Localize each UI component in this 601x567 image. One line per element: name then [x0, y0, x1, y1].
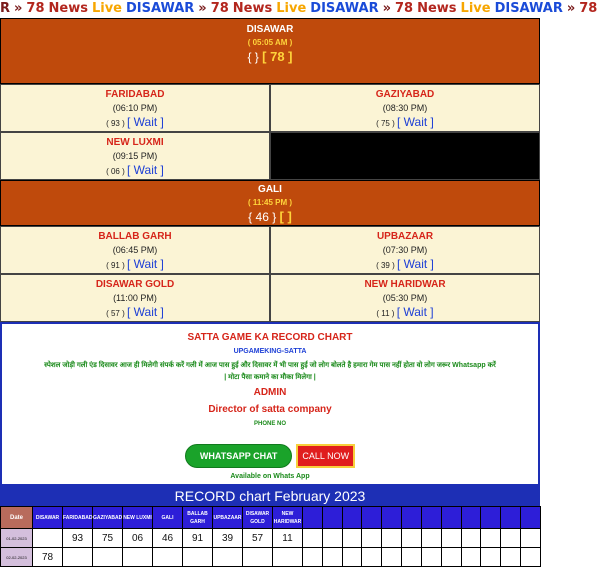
previous-result: ( 11 ) — [376, 309, 395, 318]
game-name: NEW LUXMI — [106, 137, 164, 148]
empty-cell — [303, 529, 323, 548]
result-cell: 46 — [153, 529, 183, 548]
game-result — [1, 49, 539, 64]
header-upbazaar: UPBAZAAR — [213, 507, 243, 529]
empty-cell — [402, 529, 422, 548]
ticker-game-name: DISAWAR — [494, 1, 563, 16]
game-time: (08:30 PM) — [382, 103, 428, 113]
game-result — [271, 305, 539, 319]
game-time: ( 05:05 AM ) — [247, 38, 293, 47]
game-time: (05:30 PM) — [382, 293, 428, 303]
previous-result: ( 93 ) — [106, 119, 125, 128]
game-result — [271, 115, 539, 129]
wait-label: [ Wait ] — [397, 115, 434, 129]
ticker-live: Live — [460, 1, 491, 16]
result-value: [ 78 ] — [262, 49, 293, 64]
ticker-live: Live — [91, 1, 122, 16]
ticker-separator: R — [0, 1, 11, 16]
game-name: BALLAB GARH — [98, 231, 172, 242]
result-value: [ ] — [279, 209, 292, 224]
header-empty — [521, 507, 541, 529]
ticker-news: News — [232, 1, 273, 16]
result-prefix: { 46 } — [248, 210, 277, 224]
wait-label: [ Wait ] — [127, 115, 164, 129]
empty-cell — [322, 548, 342, 567]
game-time: ( 11:45 PM ) — [247, 198, 292, 207]
game-row-1 — [0, 84, 540, 132]
game-result — [271, 257, 539, 271]
record-table-header — [1, 507, 541, 529]
game-card-faridabad — [0, 84, 270, 132]
previous-result: ( 75 ) — [376, 119, 395, 128]
empty-cell — [303, 548, 323, 567]
record-chart-title: RECORD chart February 2023 — [0, 486, 540, 506]
empty-cell — [362, 529, 382, 548]
empty-cell — [402, 548, 422, 567]
ticker-separator: » — [382, 1, 391, 16]
header-empty — [362, 507, 382, 529]
empty-cell — [501, 529, 521, 548]
header-empty — [441, 507, 461, 529]
game-card-gaziyabad — [270, 84, 540, 132]
empty-cell — [481, 548, 501, 567]
result-cell: 91 — [183, 529, 213, 548]
ticker-number: 78 — [210, 1, 229, 16]
empty-cell — [421, 529, 441, 548]
result-cell — [63, 548, 93, 567]
empty-cell — [481, 529, 501, 548]
result-cell: 78 — [33, 548, 63, 567]
wait-label: [ Wait ] — [397, 257, 434, 271]
empty-cell — [322, 529, 342, 548]
hero-disawar — [0, 18, 540, 84]
previous-result: ( 57 ) — [106, 309, 125, 318]
result-cell — [153, 548, 183, 567]
game-card-new-luxmi — [0, 132, 270, 180]
result-cell: 06 — [123, 529, 153, 548]
header-empty — [402, 507, 422, 529]
previous-result: ( 39 ) — [376, 261, 395, 270]
phone-label: PHONE NO — [253, 421, 286, 427]
game-time: (06:10 PM) — [112, 103, 158, 113]
result-cell: 11 — [273, 529, 303, 548]
result-cell: 57 — [243, 529, 273, 548]
ticker-news: News — [417, 1, 457, 16]
news-ticker — [0, 0, 598, 18]
game-row-3 — [0, 226, 540, 274]
available-note: Available on Whats App — [230, 473, 310, 480]
contact-buttons — [2, 444, 538, 468]
previous-result: ( 06 ) — [106, 167, 125, 176]
game-result — [1, 305, 269, 319]
empty-cell — [421, 548, 441, 567]
game-card-disawar-gold — [0, 274, 270, 322]
result-prefix: { } — [247, 50, 259, 64]
result-cell: 75 — [93, 529, 123, 548]
header-empty — [342, 507, 362, 529]
whatsapp-chat-button[interactable]: WHATSAPP CHAT — [185, 444, 293, 468]
ticker-number: 78 — [394, 1, 414, 16]
site-name: UPGAMEKING-SATTA — [233, 348, 307, 355]
empty-cell — [461, 548, 481, 567]
result-cell — [243, 548, 273, 567]
header-new-haridwar: NEW HARIDWAR — [273, 507, 303, 529]
ticker-number: 78 — [26, 1, 45, 16]
game-name: GAZIYABAD — [375, 89, 435, 100]
ticker-game-name: DISAWAR — [310, 1, 379, 16]
header-faridabad: FARIDABAD — [63, 507, 93, 529]
ticker-live: Live — [276, 1, 307, 16]
result-cell — [213, 548, 243, 567]
game-result — [1, 163, 269, 177]
header-ballab-garh: BALLAB GARH — [183, 507, 213, 529]
ticker-news: News — [48, 1, 88, 16]
empty-cell — [461, 529, 481, 548]
hero-gali — [0, 180, 540, 226]
empty-cell — [441, 529, 461, 548]
header-gali: GALI — [153, 507, 183, 529]
header-empty — [382, 507, 402, 529]
header-empty — [501, 507, 521, 529]
game-name: FARIDABAD — [105, 89, 165, 100]
result-cell — [33, 529, 63, 548]
game-row-4 — [0, 274, 540, 322]
ticker-separator: » — [566, 1, 576, 16]
game-card-upbazaar — [270, 226, 540, 274]
promo-line-2: | मोटा पैसा कमाने का मौका मिलेगा | — [224, 374, 316, 381]
header-empty — [303, 507, 323, 529]
game-card-ballab-garh — [0, 226, 270, 274]
ticker-game-name: DISAWAR — [126, 1, 195, 16]
empty-black-cell — [270, 132, 540, 180]
game-name: DISAWAR GOLD — [95, 279, 175, 290]
header-empty — [322, 507, 342, 529]
record-table — [0, 506, 541, 567]
game-name: GALI — [258, 184, 282, 195]
header-disawar: DISAWAR — [33, 507, 63, 529]
empty-cell — [342, 529, 362, 548]
header-empty — [461, 507, 481, 529]
game-row-2 — [0, 132, 540, 180]
game-name: UPBAZAAR — [376, 231, 434, 242]
promo-description — [2, 360, 538, 384]
table-row — [1, 548, 541, 567]
game-time: (09:15 PM) — [112, 151, 158, 161]
date-cell: 02-02-2023 — [1, 548, 33, 567]
wait-label: [ Wait ] — [127, 305, 164, 319]
ticker-number: 78 — [579, 1, 598, 16]
empty-cell — [362, 548, 382, 567]
header-empty — [421, 507, 441, 529]
ticker-separator: » — [198, 1, 207, 16]
empty-cell — [441, 548, 461, 567]
header-empty — [481, 507, 501, 529]
header-new-luxmi: NEW LUXMI — [123, 507, 153, 529]
game-name: DISAWAR — [246, 24, 294, 35]
game-card-new-haridwar — [270, 274, 540, 322]
result-cell — [273, 548, 303, 567]
empty-cell — [521, 548, 541, 567]
empty-cell — [382, 548, 402, 567]
result-cell: 93 — [63, 529, 93, 548]
director-label: Director of satta company — [208, 404, 332, 415]
admin-label: ADMIN — [253, 387, 287, 398]
game-result — [1, 209, 539, 224]
result-cell — [93, 548, 123, 567]
wait-label: [ Wait ] — [127, 257, 164, 271]
header-date: Date — [1, 507, 33, 529]
game-time: (06:45 PM) — [112, 245, 158, 255]
game-time: (11:00 PM) — [113, 293, 157, 303]
call-now-button[interactable]: CALL NOW — [296, 444, 355, 468]
wait-label: [ Wait ] — [127, 163, 164, 177]
promo-line-1: स्पेशल जोड़ी गली एंड दिसावर आज ही मिलेगी संपर्क करें गली में आज पास हुई और दिसावर में भी पास हुई जो लोग बोलते है हमारा गेम पास नहीं होता वो लोग जरूर Whatsapp करें — [44, 362, 496, 369]
record-chart-heading: SATTA GAME KA RECORD CHART — [187, 332, 353, 343]
game-result — [1, 257, 269, 271]
result-cell: 39 — [213, 529, 243, 548]
wait-label: [ Wait ] — [396, 305, 434, 319]
header-gaziyabad: GAZIYABAD — [93, 507, 123, 529]
empty-cell — [521, 529, 541, 548]
game-result — [1, 115, 269, 129]
game-name: NEW HARIDWAR — [364, 279, 446, 290]
contact-section — [0, 322, 540, 486]
result-cell — [183, 548, 213, 567]
date-cell: 01-02-2023 — [1, 529, 33, 548]
empty-cell — [501, 548, 521, 567]
empty-cell — [342, 548, 362, 567]
game-time: (07:30 PM) — [382, 245, 428, 255]
table-row — [1, 529, 541, 548]
empty-cell — [382, 529, 402, 548]
previous-result: ( 91 ) — [106, 261, 125, 270]
ticker-separator: » — [14, 1, 23, 16]
header-disawar-gold: DISAWAR GOLD — [243, 507, 273, 529]
result-cell — [123, 548, 153, 567]
